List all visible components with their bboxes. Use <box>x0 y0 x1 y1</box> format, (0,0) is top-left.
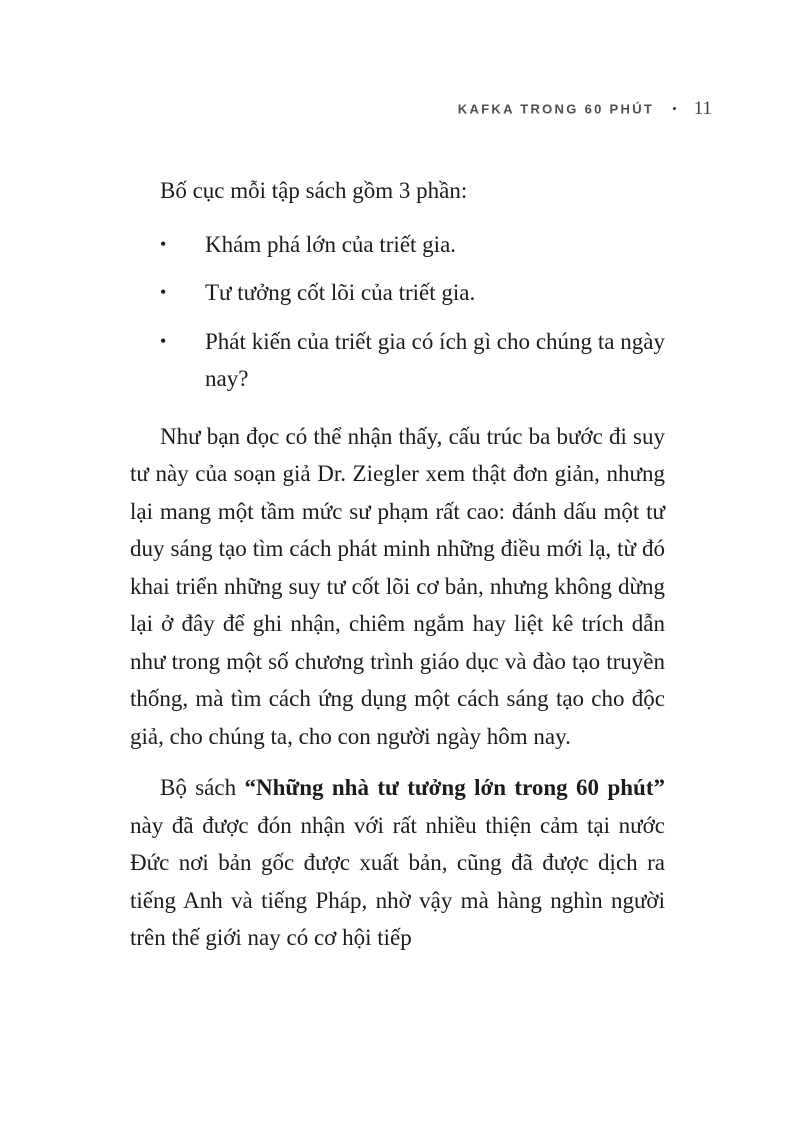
paragraph-text: này đã được đón nhận với rất nhiều thiện cảm tại nước Đức nơi bản gốc được xuất bản, cũng đã được dịch ra tiếng Anh và tiếng Pháp, nhờ vậy mà hàng nghìn người trên thế giới nay có cơ hội tiếp <box>130 812 665 950</box>
intro-paragraph: Bố cục mỗi tập sách gồm 3 phần: <box>160 178 468 203</box>
list-item <box>160 226 665 264</box>
page-header <box>0 98 792 120</box>
list-item-text: Tư tưởng cốt lõi của triết gia. <box>205 280 476 305</box>
list-item <box>160 323 665 398</box>
bullet-icon: • <box>160 233 167 254</box>
list-item-text: Khám phá lớn của triết gia. <box>205 231 457 257</box>
list-item-text: Phát kiến của triết gia có ích gì cho chúng ta ngày nay? <box>205 328 665 391</box>
book-series-title: “Những nhà tư tưởng lớn trong 60 phút” <box>244 775 665 800</box>
bullet-icon: • <box>160 330 167 351</box>
list-item <box>160 274 665 312</box>
header-separator-dot: • <box>672 101 677 116</box>
body-paragraph: Như bạn đọc có thể nhận thấy, cấu trúc ba bước đi suy tư này của soạn giả Dr. Ziegler xem thật đơn giản, nhưng lại mang một tầm mức sư phạm rất cao: đánh dấu một tư duy sáng tạo tìm cách phát minh những điều mới lạ, từ đó khai triển những suy tư cốt lõi cơ bản, nhưng không dừng lại ở đây để ghi nhận, chiêm ngắm hay liệt kê trích dẫn như trong một số chương trình giáo dục và đào tạo truyền thống, mà tìm cách ứng dụng một cách sáng tạo cho độc giả, cho chúng ta, cho con người ngày hôm nay. <box>130 423 665 749</box>
bullet-icon: • <box>160 282 167 302</box>
running-title: KAFKA TRONG 60 PHÚT <box>457 101 655 117</box>
page-number: 11 <box>693 98 712 119</box>
paragraph-text: Bộ sách <box>160 775 245 800</box>
bullet-list <box>160 226 665 398</box>
page-content <box>130 172 665 957</box>
body-paragraph <box>130 769 665 957</box>
